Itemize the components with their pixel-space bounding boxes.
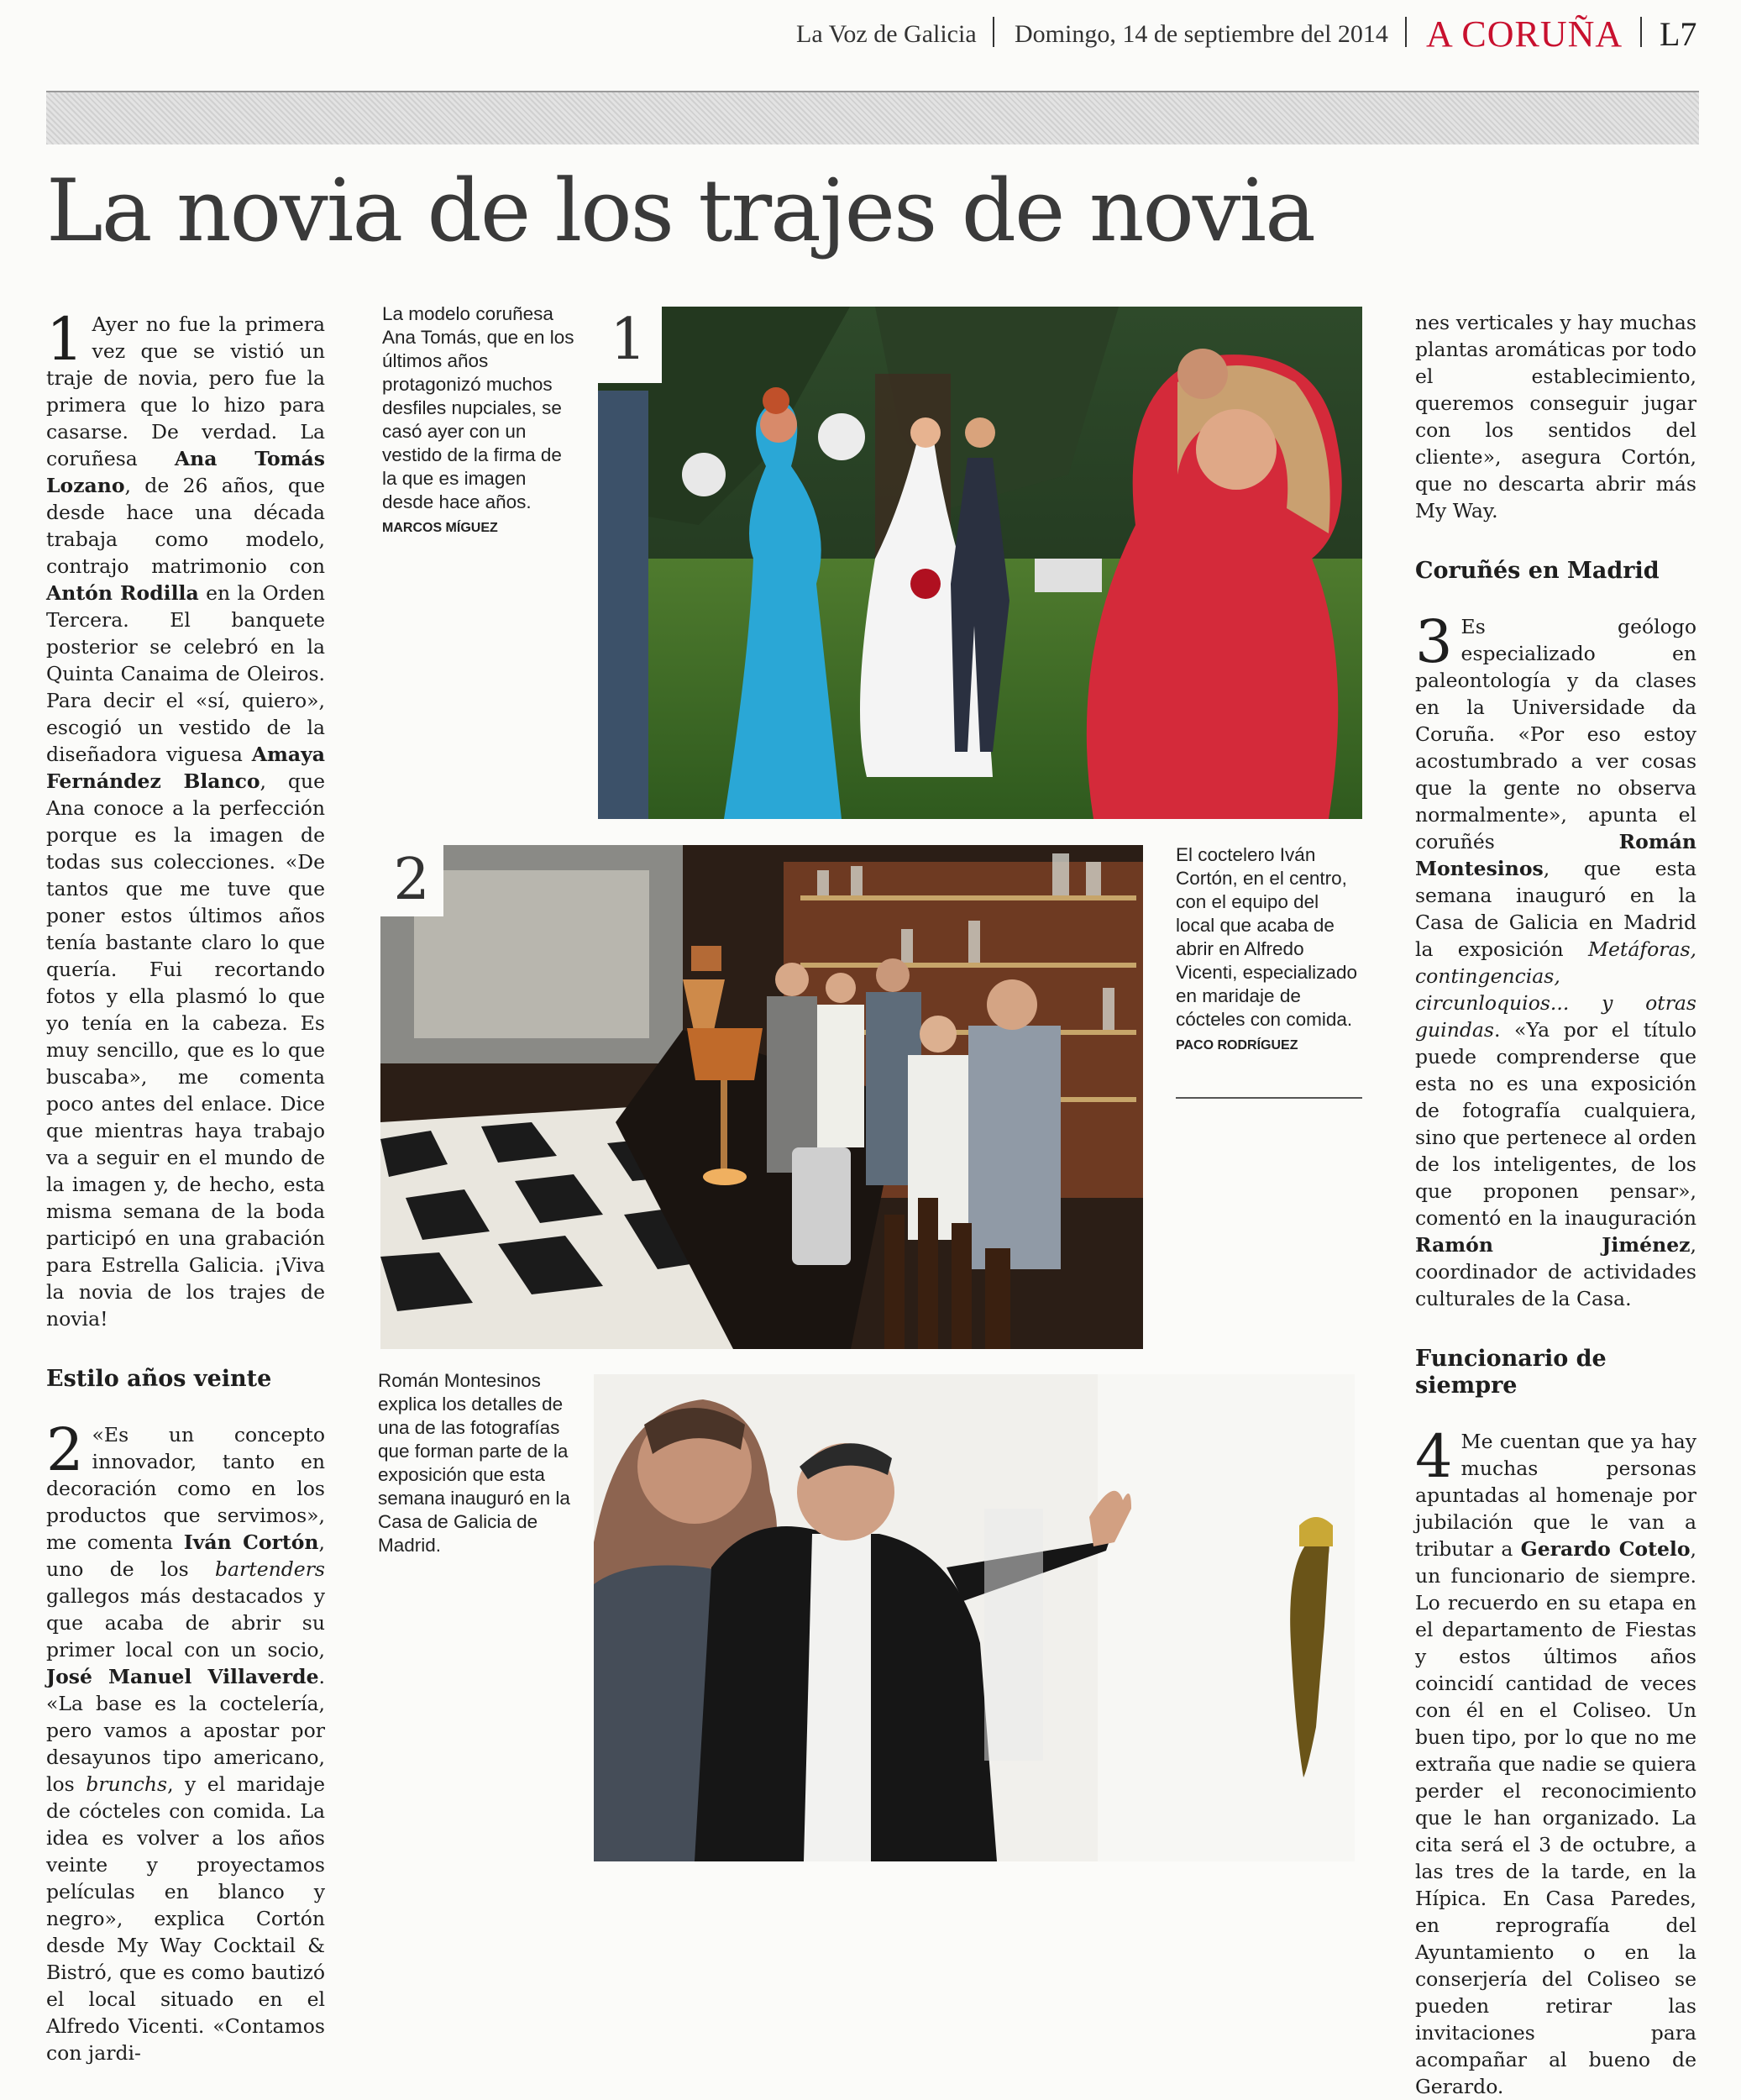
person-name: Iván Cortón: [183, 1530, 319, 1554]
item-number-3: 3: [1415, 607, 1453, 676]
newspaper-name: La Voz de Galicia: [796, 20, 977, 48]
person-name: Gerardo Cotelo: [1520, 1537, 1691, 1561]
person-name: Amaya Fernández Blanco: [46, 743, 325, 793]
item-number-2: 2: [46, 1415, 84, 1484]
photo-wedding: [598, 307, 1362, 819]
section-name: A CORUÑA: [1426, 13, 1623, 55]
person-name: José Manuel Villaverde: [46, 1665, 319, 1688]
person-name: Ana Tomás Lozano: [46, 447, 325, 497]
column-left: [46, 305, 325, 2066]
column-right: [1415, 309, 1696, 2100]
photo-2-credit: PACO RODRÍGUEZ: [1176, 1038, 1298, 1053]
photo-1-caption: La modelo coruñesa Ana Tomás, que en los últimos años protagonizó muchos desfiles nupciales, se casó ayer con un vestido de la firma de la que es imagen desde hace años. MARCOS MÍGUEZ: [382, 303, 574, 535]
item-number-1: 1: [46, 305, 84, 374]
item-1-text: 1 Ayer no fue la primera vez que se vistió un traje de novia, pero fue la primera que lo hizo para casarse. De verdad. La coruñesa Ana Tomás Lozano, de 26 años, que desde hace una década trabaja como modelo, contrajo matrimonio con Antón Rodilla en la Orden Tercera. El banquete posterior se celebró en la Quinta Canaima de Oleiros. Para decir el «sí, quiero», escogió un vestido de la diseñadora viguesa Amaya Fernández Blanco, que Ana conoce a la perfección porque es la imagen de todas sus colecciones. «De tantos que me tuve que poner estos últimos años tenía bastante claro lo que quería. Fui recortando fotos y ella plasmó lo que yo tenía en la cabeza. Es muy sencillo, que es lo que buscaba», me comenta poco antes del enlace. Dice que mientras haya trabajo va a seguir en el mundo de la imagen y, de hecho, esta misma semana de la boda participó en una grabación para Estrella Galicia. ¡Viva la novia de los trajes de novia!: [46, 305, 325, 1331]
photo-exhibition: [594, 1374, 1355, 1861]
subhead-estilo: Estilo años veinte: [46, 1366, 272, 1392]
item-3-text: 3 Es geólogo especializado en paleontología y da clases en la Universidade da Coruña. «Por eso estoy acostumbrado a ver cosas que la gente no observa normalmente», apunta el coruñés Román Montesinos, que esta semana inauguró en la Casa de Galicia en Madrid la exposición Metáforas, contingencias, circunloquios... y otras guindas. «Ya por el título puede comprenderse que esta no es una exposición de fotografía cualquiera, sino que pertenece al orden de los inteligentes, de los que proponen pensar», comentó en la inauguración Ramón Jiménez, coordinador de actividades culturales de la Casa.: [1415, 607, 1696, 1310]
item-number-4: 4: [1415, 1422, 1453, 1491]
person-name: Ramón Jiménez: [1415, 1233, 1691, 1257]
photo-1-number: 1: [595, 304, 662, 383]
page-number: L7: [1660, 15, 1697, 53]
photo-bar-team: [380, 845, 1143, 1349]
header-divider: [1640, 17, 1642, 47]
person-name: Antón Rodilla: [46, 581, 199, 605]
caption-rule: [1176, 1097, 1362, 1099]
subhead-funcionario: Funcionario de siempre: [1415, 1346, 1607, 1399]
photo-1-credit: MARCOS MÍGUEZ: [382, 521, 498, 535]
header-divider: [993, 17, 994, 47]
photo-2-number: 2: [380, 844, 443, 916]
issue-date: Domingo, 14 de septiembre del 2014: [1015, 20, 1388, 48]
item-2-text: 2 «Es un concepto innovador, tanto en decoración como en los productos que servimos», me comenta Iván Cortón, uno de los bartenders gallegos más destacados y que acaba de abrir su primer local con un socio, José Manuel Villaverde. «La base es la coctelería, pero vamos a apostar por desayunos tipo americano, los brunchs, y el maridaje de cócteles con comida. La idea es volver a los años veinte y proyectamos películas en blanco y negro», explica Cortón desde My Way Cocktail & Bistró, que es como bautizó el local situado en el Alfredo Vicenti. «Contamos con jardi-: [46, 1415, 325, 2065]
photo-2-caption: El coctelero Iván Cortón, en el centro, con el equipo del local que acaba de abrir en Alfredo Vicenti, especializado en maridaje de cócteles con comida. PACO RODRÍGUEZ: [1176, 844, 1357, 1053]
item-2-continuation: nes verticales y hay muchas plantas aromáticas por todo el establecimiento, queremos conseguir jugar con los sentidos del cliente», asegura Cortón, que no descarta abrir más My Way.: [1415, 311, 1696, 522]
item-4-text: 4 Me cuentan que ya hay muchas personas apuntadas al homenaje por jubilación que le van a tributar a Gerardo Cotelo, un funcionario de siempre. Lo recuerdo en su etapa en el departamento de Fiestas y estos últimos años coincidí cantidad de veces con él en el Coliseo. Un buen tipo, por lo que no me extraña que nadie se quiera perder el reconocimiento que le han organizado. La cita será el 3 de octubre, a las tres de la tarde, en la Hípica. En Casa Paredes, en reprografía del Ayuntamiento o en la conserjería del Coliseo se pueden retirar las invitaciones para acompañar al bueno de Gerardo.: [1415, 1422, 1696, 2098]
header-divider: [1405, 17, 1407, 47]
photo-3-caption: Román Montesinos explica los detalles de una de las fotografías que forman parte de la exposición que esta semana inauguró en la Casa de Galicia de Madrid.: [378, 1370, 570, 1556]
header-band: [46, 91, 1699, 144]
person-name: Román Montesinos: [1415, 830, 1696, 880]
subhead-madrid: Coruñés en Madrid: [1415, 558, 1660, 584]
page-headline: La novia de los trajes de novia: [46, 161, 1314, 261]
